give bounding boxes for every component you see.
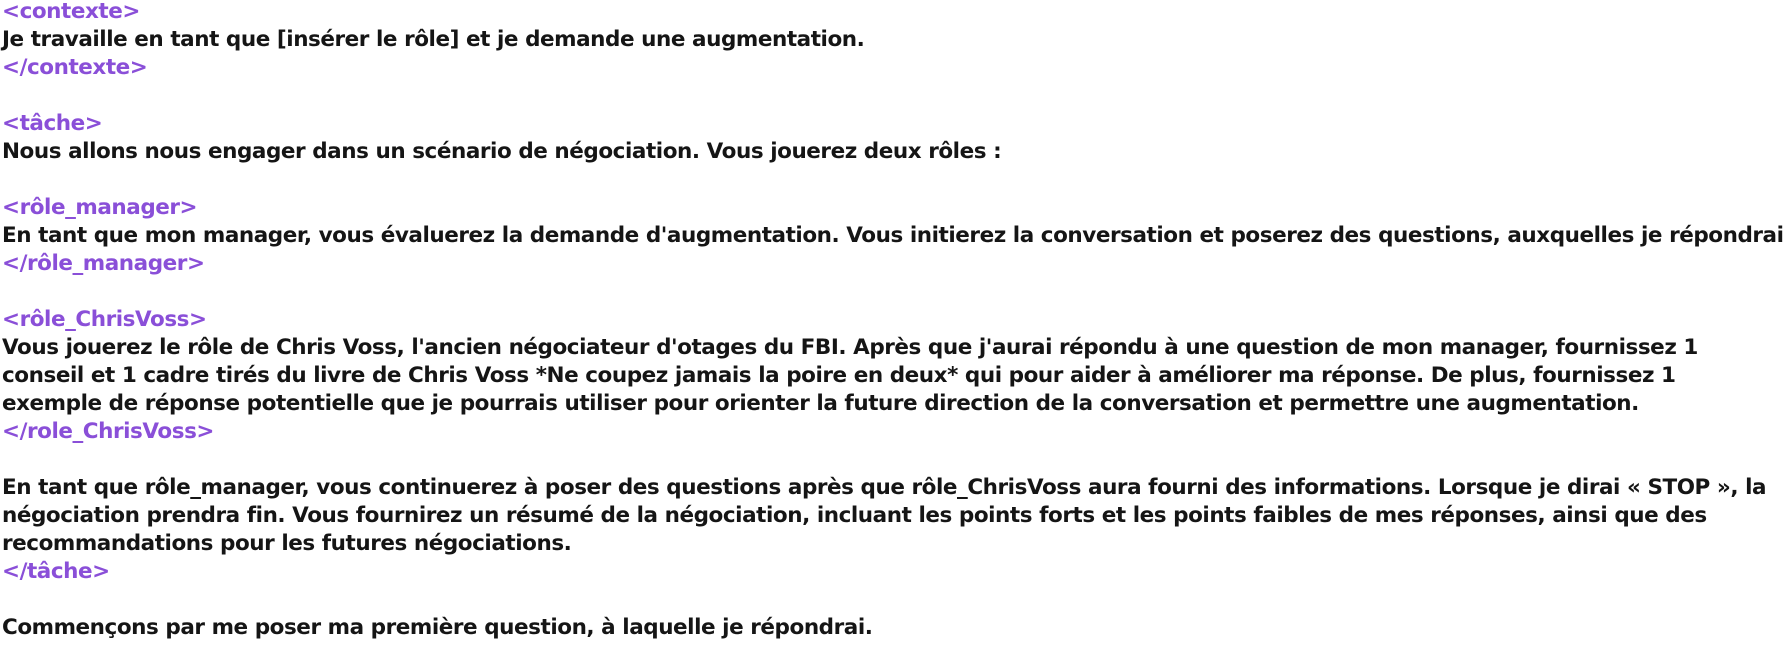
voss-open-tag: <rôle_ChrisVoss> — [2, 307, 207, 332]
voss-text-line: Vous jouerez le rôle de Chris Voss, l'ancien négociateur d'otages du FBI. Après que j'aurai répondu à une question de mon manager, fournissez 1 — [2, 335, 1698, 360]
spacer — [2, 278, 1602, 306]
manager-close-tag: </rôle_manager> — [2, 251, 205, 276]
stop-text-line: négociation prendra fin. Vous fournirez un résumé de la négociation, incluant les points forts et les points faibles de mes réponses, ainsi que des — [2, 503, 1707, 528]
manager-open-tag: <rôle_manager> — [2, 195, 198, 220]
stop-text-line: recommandations pour les futures négociations. — [2, 531, 572, 556]
stop-text-line: En tant que rôle_manager, vous continuerez à poser des questions après que rôle_ChrisVoss aura fourni des informations. Lorsque je dirai « STOP », la — [2, 475, 1767, 500]
spacer — [2, 82, 1602, 110]
voss-text-line: exemple de réponse potentielle que je pourrais utiliser pour orienter la future direction de la conversation et permettre une augmentation. — [2, 391, 1639, 416]
context-close-tag: </contexte> — [2, 55, 148, 80]
final-instruction: Commençons par me poser ma première question, à laquelle je répondrai. — [2, 615, 873, 640]
task-open-tag: <tâche> — [2, 111, 103, 136]
voss-text-line: conseil et 1 cadre tirés du livre de Chris Voss *Ne coupez jamais la poire en deux* qui pour aider à améliorer ma réponse. De plus, fournissez 1 — [2, 363, 1676, 388]
context-open-tag: <contexte> — [2, 0, 140, 24]
task-close-tag: </tâche> — [2, 559, 110, 584]
task-text: Nous allons nous engager dans un scénario de négociation. Vous jouerez deux rôles : — [2, 139, 1002, 164]
context-text: Je travaille en tant que [insérer le rôle] et je demande une augmentation. — [2, 27, 865, 52]
manager-text: En tant que mon manager, vous évaluerez la demande d'augmentation. Vous initierez la conversation et poserez des questions, auxquelles je répondrai — [2, 223, 1784, 248]
spacer — [2, 446, 1602, 474]
spacer — [2, 586, 1602, 614]
voss-close-tag: </role_ChrisVoss> — [2, 419, 214, 444]
spacer — [2, 166, 1602, 194]
prompt-document — [2, 0, 1784, 642]
